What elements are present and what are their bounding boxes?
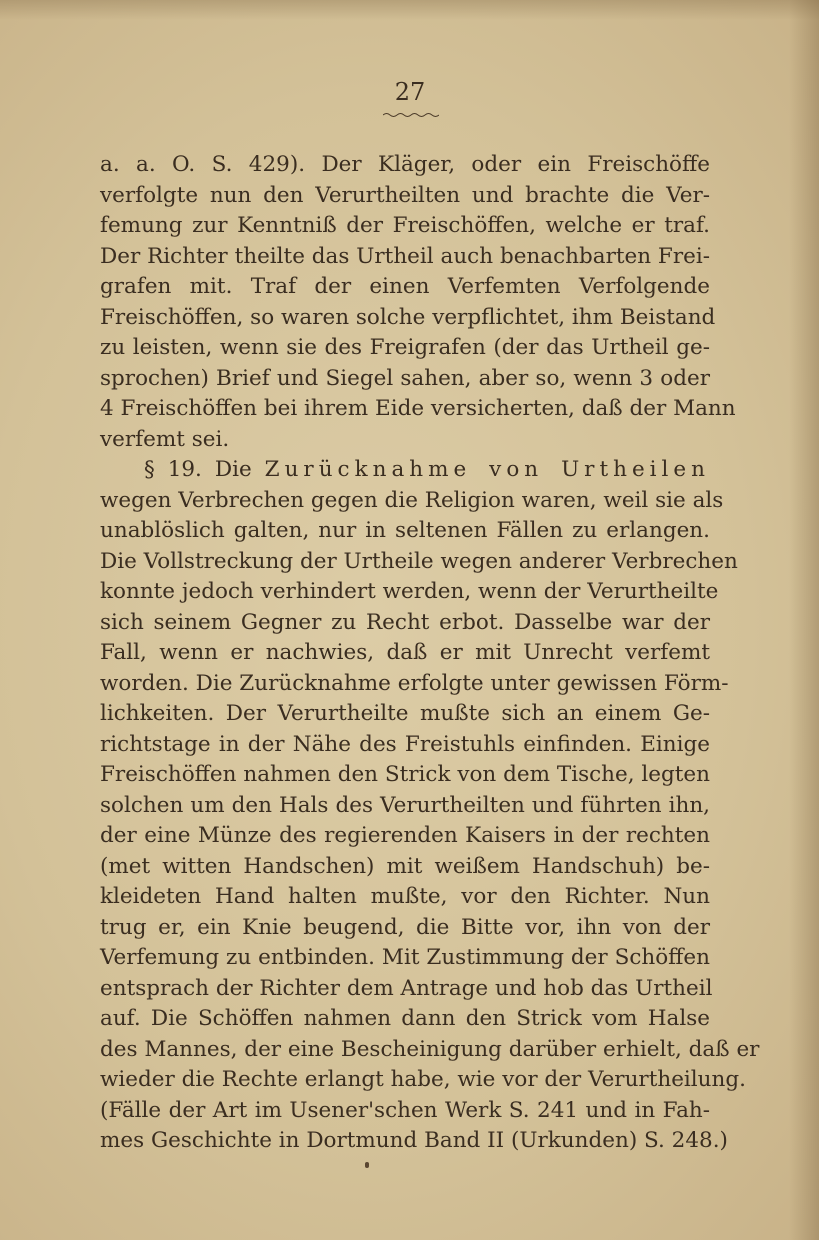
text-line: mes Geschichte in Dortmund Band II (Urkunden) S. 248.)	[100, 1128, 728, 1153]
text-line: Der Richter theilte das Urtheil auch benachbarten Frei-	[100, 243, 710, 269]
text-line: auf. Die Schöffen nahmen dann den Strick vom Halse	[100, 1006, 710, 1031]
text-line: wegen Verbrechen gegen die Religion waren, weil sie als	[100, 487, 724, 513]
text-line: worden. Die Zurücknahme erfolgte unter gewissen Förm-	[100, 670, 729, 696]
text-line: lichkeiten. Der Verurtheilte mußte sich an einem Ge-	[100, 701, 710, 726]
text-line: solchen um den Hals des Verurtheilten und führten ihn,	[100, 792, 710, 818]
section-heading-article: Die	[214, 457, 252, 482]
text-line: des Mannes, der eine Bescheinigung darüber erhielt, daß er	[100, 1036, 760, 1062]
text-line: (met witten Handschen) mit weißem Handschuh) be-	[100, 853, 710, 879]
text-line: 4 Freischöffen bei ihrem Eide versicherten, daß der Mann	[100, 396, 736, 421]
text-line: Freischöffen nahmen den Strick von dem Tische, legten	[100, 762, 710, 787]
page-number: 27	[394, 78, 426, 106]
text-line: (Fälle der Art im Usener'schen Werk S. 241 und in Fah-	[100, 1097, 710, 1123]
page-edge-shadow-right	[789, 0, 819, 1240]
page-edge-shadow-top	[0, 0, 819, 20]
page-body-text	[100, 150, 760, 1157]
text-line: sprochen) Brief und Siegel sahen, aber so, wenn 3 oder	[100, 365, 710, 391]
text-line: verfemt sei.	[100, 426, 230, 452]
text-line: Freischöffen, so waren solche verpflichtet, ihm Beistand	[100, 304, 716, 330]
text-line: der eine Münze des regierenden Kaisers in der rechten	[100, 823, 710, 848]
text-line: richtstage in der Nähe des Freistuhls einfinden. Einige	[100, 731, 710, 757]
text-line: verfolgte nun den Verurtheilten und brachte die Ver-	[100, 182, 710, 208]
text-line: a. a. O. S. 429). Der Kläger, oder ein Freischöffe	[100, 152, 710, 177]
section-number: § 19.	[144, 457, 202, 482]
text-line: Die Vollstreckung der Urtheile wegen anderer Verbrechen	[100, 548, 738, 574]
text-line: grafen mit. Traf der einen Verfemten Verfolgende	[100, 274, 710, 299]
text-line: zu leisten, wenn sie des Freigrafen (der das Urtheil ge-	[100, 335, 710, 360]
section-heading: Zurücknahme von Urtheilen	[264, 457, 710, 482]
text-line: entsprach der Richter dem Antrage und hob das Urtheil	[100, 975, 713, 1001]
text-line: Fall, wenn er nachwies, daß er mit Unrecht verfemt	[100, 640, 710, 665]
paragraph-2-section-19	[100, 455, 760, 1157]
text-line: sich seinem Gegner zu Recht erbot. Dasselbe war der	[100, 609, 710, 635]
ink-speck	[365, 1162, 369, 1168]
text-line: unablöslich galten, nur in seltenen Fällen zu erlangen.	[100, 518, 710, 543]
text-line: kleideten Hand halten mußte, vor den Richter. Nun	[100, 884, 710, 909]
section-heading-line	[100, 455, 710, 486]
paragraph-1	[100, 150, 736, 455]
text-line: Verfemung zu entbinden. Mit Zustimmung der Schöffen	[100, 945, 710, 970]
decorative-wavy-rule	[383, 112, 439, 118]
text-line: konnte jedoch verhindert werden, wenn der Verurtheilte	[100, 579, 719, 604]
text-line: trug er, ein Knie beugend, die Bitte vor, ihn von der	[100, 914, 710, 940]
text-line: femung zur Kenntniß der Freischöffen, welche er traf.	[100, 213, 710, 238]
text-line: wieder die Rechte erlangt habe, wie vor der Verurtheilung.	[100, 1067, 746, 1092]
